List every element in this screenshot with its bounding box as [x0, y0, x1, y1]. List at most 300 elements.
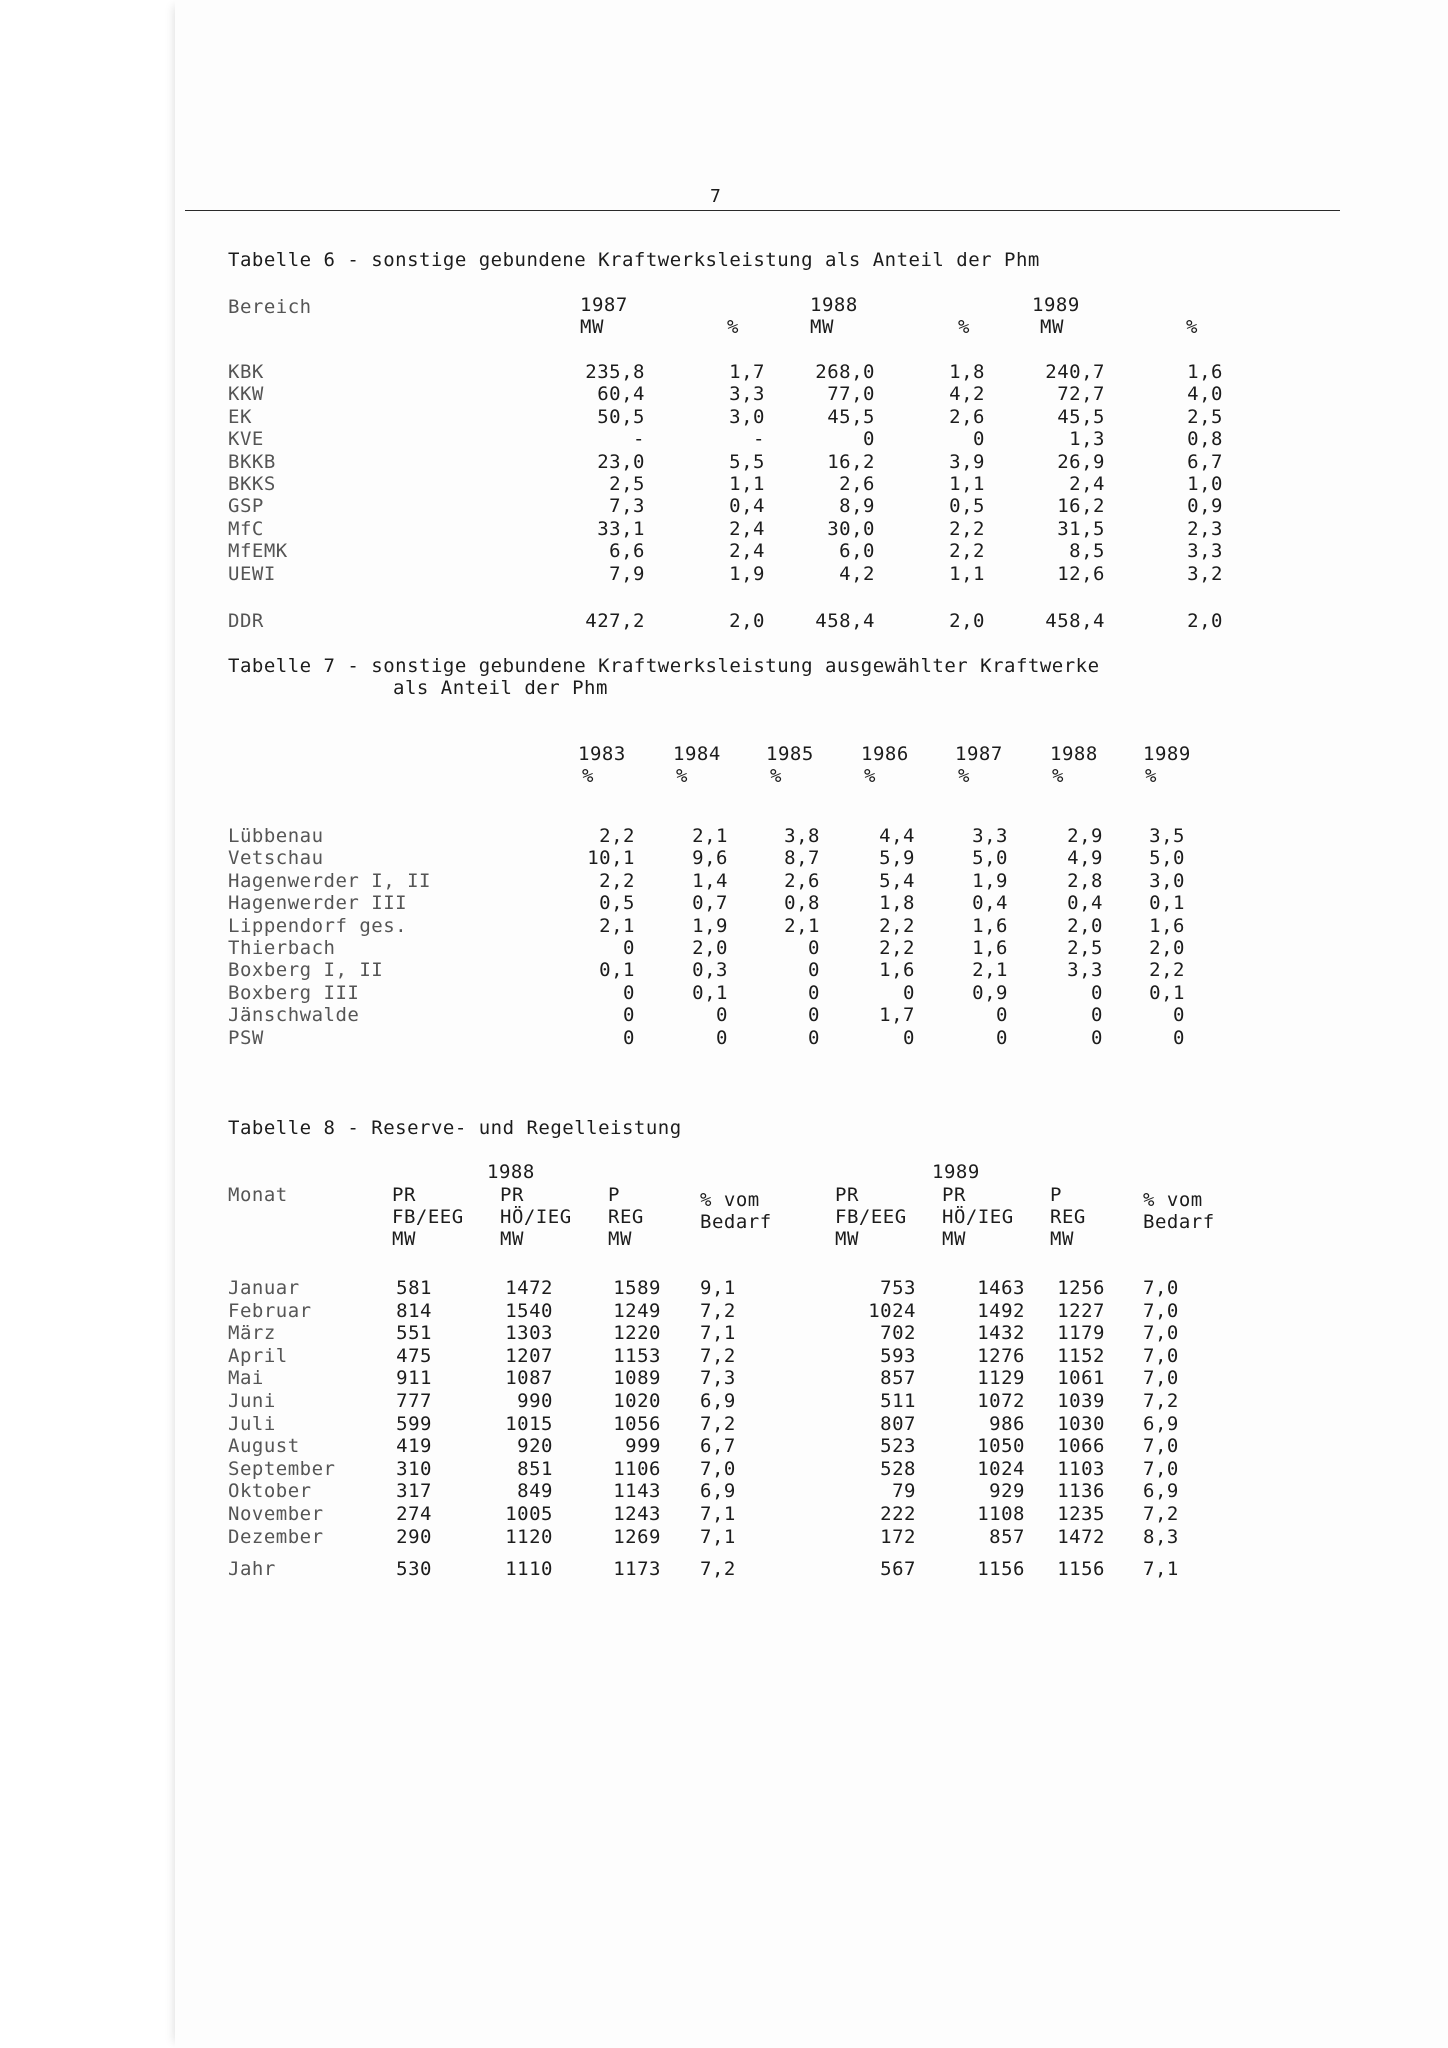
table7-row-label: Boxberg I, II — [228, 959, 384, 982]
table8-total-cell: 1173 — [613, 1558, 661, 1580]
table6-unit-mw-1987: MW — [580, 316, 604, 338]
table8-row-label: Dezember — [228, 1525, 324, 1548]
table6-row-label: UEWI — [228, 562, 276, 585]
table7-cell: 1,4 — [692, 869, 728, 892]
table8-row-cell: 929 — [989, 1480, 1025, 1503]
table8-row-cell: 807 — [880, 1412, 916, 1435]
table8-row-cell: 1024 — [977, 1457, 1025, 1480]
table7-year: 1984 — [673, 743, 721, 765]
table8-row-cell: 1152 — [1057, 1344, 1105, 1367]
table7-cell: 0 — [808, 1026, 820, 1049]
table7-year: 1989 — [1143, 743, 1191, 765]
table8-row-cell: 172 — [880, 1525, 916, 1548]
table7-row-label: PSW — [228, 1026, 264, 1049]
page-number: 7 — [710, 186, 721, 207]
table8-title: Tabelle 8 - Reserve- und Regelleistung — [228, 1117, 682, 1139]
table6-cell: 16,2 — [827, 450, 875, 473]
table8-row-cell: 7,0 — [700, 1457, 736, 1480]
table8-row-cell: 911 — [396, 1367, 432, 1390]
table7-cell: 0,4 — [1067, 892, 1103, 915]
table6-row-label: KBK — [228, 361, 264, 383]
table8-row-label: Mai — [228, 1367, 264, 1390]
table7-row-label: Boxberg III — [228, 981, 360, 1004]
table8-row-cell: 1235 — [1057, 1503, 1105, 1525]
table8-row-cell: 523 — [880, 1435, 916, 1458]
table8-row-cell: 1103 — [1057, 1457, 1105, 1480]
table8-row-cell: 581 — [396, 1277, 432, 1299]
table7-cell: 0,1 — [1149, 981, 1185, 1004]
table7-cell: 2,1 — [784, 914, 820, 937]
table8-row-cell: 317 — [396, 1480, 432, 1503]
table6-cell: 4,2 — [949, 383, 985, 406]
table8-row-cell: 1061 — [1057, 1367, 1105, 1390]
table8-col-pct-sub: Bedarf — [1143, 1211, 1215, 1233]
table6-cell: 7,3 — [609, 495, 645, 518]
table7-unit-pct: % — [770, 765, 782, 787]
table6-cell: 60,4 — [597, 383, 645, 406]
table6-cell: 235,8 — [585, 361, 645, 383]
table7-cell: 2,2 — [599, 869, 635, 892]
table8-row-cell: 7,0 — [1143, 1322, 1179, 1345]
table6-cell: 2,2 — [949, 517, 985, 540]
table8-row-cell: 1472 — [1057, 1525, 1105, 1548]
table6-cell: 1,8 — [949, 361, 985, 383]
table7-row-label: Thierbach — [228, 937, 336, 959]
table8-row-cell: 1050 — [977, 1435, 1025, 1458]
table7-cell: 0 — [808, 959, 820, 982]
table7-cell: 0,3 — [692, 959, 728, 982]
table6-cell: 2,5 — [609, 473, 645, 495]
table8-row-cell: 777 — [396, 1390, 432, 1412]
table6-cell: 6,0 — [839, 540, 875, 563]
table7-cell: 2,1 — [972, 959, 1008, 982]
table8-row-cell: 1276 — [977, 1344, 1025, 1367]
table8-row-cell: 419 — [396, 1435, 432, 1458]
table6-cell: 1,1 — [949, 473, 985, 495]
table8-total-cell: 7,2 — [700, 1558, 736, 1580]
table6-total-label: DDR — [228, 610, 264, 632]
table6-cell: 2,2 — [949, 540, 985, 563]
table6-cell: 3,3 — [729, 383, 765, 406]
table8-row-cell: 7,0 — [1143, 1435, 1179, 1458]
table8-row-cell: 986 — [989, 1412, 1025, 1435]
table6-cell: 30,0 — [827, 517, 875, 540]
table6-year-1987: 1987 — [580, 294, 628, 316]
header-rule — [185, 210, 1340, 211]
table8-row-cell: 7,0 — [1143, 1299, 1179, 1322]
table6-cell: 72,7 — [1057, 383, 1105, 406]
table8-row-cell: 528 — [880, 1457, 916, 1480]
table6-unit-pct-1989: % — [1186, 316, 1198, 338]
table6-total-cell: 427,2 — [585, 610, 645, 632]
table8-row-cell: 1020 — [613, 1390, 661, 1412]
table7-cell: 2,2 — [599, 825, 635, 847]
table7-cell: 1,7 — [879, 1004, 915, 1027]
table8-row-label: Januar — [228, 1277, 300, 1299]
table8-total-cell: 1156 — [1057, 1558, 1105, 1580]
table8-row-cell: 7,2 — [700, 1299, 736, 1322]
table6-cell: 0,4 — [729, 495, 765, 518]
table7-cell: 2,6 — [784, 869, 820, 892]
table6-cell: 7,9 — [609, 562, 645, 585]
table7-unit-pct: % — [958, 765, 970, 787]
table7-cell: 1,6 — [972, 914, 1008, 937]
table7-cell: 4,4 — [879, 825, 915, 847]
table8-row-cell: 7,2 — [1143, 1503, 1179, 1525]
table6-row-label: MfEMK — [228, 540, 288, 563]
table8-row-cell: 6,9 — [700, 1480, 736, 1503]
table7-cell: 0,1 — [1149, 892, 1185, 915]
table7-cell: 3,0 — [1149, 869, 1185, 892]
table8-row-cell: 1136 — [1057, 1480, 1105, 1503]
table8-row-cell: 7,3 — [700, 1367, 736, 1390]
table8-col-pr-fb-unit: MW — [392, 1228, 416, 1250]
table6-cell: 1,1 — [729, 473, 765, 495]
table8-row-cell: 7,0 — [1143, 1457, 1179, 1480]
table8-row-cell: 1243 — [613, 1503, 661, 1525]
table6-cell: 1,3 — [1069, 428, 1105, 451]
table6-cell: 6,6 — [609, 540, 645, 563]
table8-total-label: Jahr — [228, 1558, 276, 1580]
table6-cell: 50,5 — [597, 405, 645, 428]
table6-total-cell: 458,4 — [815, 610, 875, 632]
table6-cell: 2,6 — [839, 473, 875, 495]
table6-cell: 77,0 — [827, 383, 875, 406]
table7-cell: 2,8 — [1067, 869, 1103, 892]
table8-row-cell: 1227 — [1057, 1299, 1105, 1322]
table7-cell: 1,6 — [972, 937, 1008, 959]
table7-cell: 2,2 — [879, 914, 915, 937]
table8-col-pr-fb: PR — [835, 1184, 859, 1206]
table7-cell: 0 — [716, 1004, 728, 1027]
table7-cell: 0 — [623, 1004, 635, 1027]
table8-col-pct: % vom — [1143, 1189, 1203, 1211]
table8-row-cell: 1005 — [505, 1503, 553, 1525]
table8-row-header: Monat — [228, 1184, 288, 1206]
table7-unit-pct: % — [582, 765, 594, 787]
table7-cell: 0 — [808, 1004, 820, 1027]
table8-col-pr-ho-sub: HÖ/IEG — [942, 1206, 1014, 1228]
table8-row-cell: 1143 — [613, 1480, 661, 1503]
table7-cell: 2,5 — [1067, 937, 1103, 959]
table6-cell: 1,9 — [729, 562, 765, 585]
table8-col-p-reg: P — [1050, 1184, 1062, 1206]
table6-cell: 1,0 — [1187, 473, 1223, 495]
table8-row-cell: 1089 — [613, 1367, 661, 1390]
table8-row-cell: 1472 — [505, 1277, 553, 1299]
table6-cell: 2,5 — [1187, 405, 1223, 428]
table8-row-cell: 7,1 — [700, 1503, 736, 1525]
table8-row-cell: 551 — [396, 1322, 432, 1345]
table6-cell: 45,5 — [1057, 405, 1105, 428]
table8-row-label: Oktober — [228, 1480, 312, 1503]
table8-row-cell: 857 — [880, 1367, 916, 1390]
table8-row-cell: 1256 — [1057, 1277, 1105, 1299]
table7-cell: 9,6 — [692, 847, 728, 870]
table7-cell: 1,8 — [879, 892, 915, 915]
table8-row-cell: 7,0 — [1143, 1367, 1179, 1390]
table6-year-1989: 1989 — [1032, 294, 1080, 316]
table7-row-label: Jänschwalde — [228, 1004, 360, 1027]
table6-cell: 2,3 — [1187, 517, 1223, 540]
table6-year-1988: 1988 — [810, 294, 858, 316]
table6-row-header: Bereich — [228, 296, 312, 318]
table8-row-cell: 1432 — [977, 1322, 1025, 1345]
table8-total-cell: 7,1 — [1143, 1558, 1179, 1580]
table7-title-line1: Tabelle 7 - sonstige gebundene Kraftwerksleistung ausgewählter Kraftwerke — [228, 655, 1100, 677]
table8-row-cell: 990 — [517, 1390, 553, 1412]
table6-cell: 3,0 — [729, 405, 765, 428]
table7-cell: 0,7 — [692, 892, 728, 915]
table7-year: 1983 — [578, 743, 626, 765]
table6-row-label: KVE — [228, 428, 264, 451]
table6-row-label: BKKS — [228, 473, 276, 495]
table7-cell: 2,9 — [1067, 825, 1103, 847]
table6-total-cell: 458,4 — [1045, 610, 1105, 632]
table7-cell: 0 — [1091, 1026, 1103, 1049]
table8-row-cell: 6,7 — [700, 1435, 736, 1458]
table6-cell: 1,7 — [729, 361, 765, 383]
table6-cell: 1,6 — [1187, 361, 1223, 383]
table6-cell: 240,7 — [1045, 361, 1105, 383]
table8-row-cell: 7,0 — [1143, 1344, 1179, 1367]
table8-row-cell: 849 — [517, 1480, 553, 1503]
table8-row-cell: 1463 — [977, 1277, 1025, 1299]
table6-cell: 8,5 — [1069, 540, 1105, 563]
table8-row-cell: 6,9 — [700, 1390, 736, 1412]
table8-row-cell: 7,1 — [700, 1525, 736, 1548]
table6-cell: 0 — [863, 428, 875, 451]
table8-row-cell: 814 — [396, 1299, 432, 1322]
table8-row-cell: 310 — [396, 1457, 432, 1480]
table6-cell: 6,7 — [1187, 450, 1223, 473]
table8-row-cell: 274 — [396, 1503, 432, 1525]
table6-total-cell: 2,0 — [729, 610, 765, 632]
table7-cell: 0 — [996, 1026, 1008, 1049]
table8-total-cell: 1156 — [977, 1558, 1025, 1580]
table7-title-line2: als Anteil der Phm — [393, 677, 608, 699]
table8-col-pr-fb: PR — [392, 1184, 416, 1206]
table6-row-label: BKKB — [228, 450, 276, 473]
table7-row-label: Hagenwerder I, II — [228, 869, 431, 892]
table6-unit-mw-1989: MW — [1040, 316, 1064, 338]
table7-cell: 2,1 — [692, 825, 728, 847]
table8-row-cell: 753 — [880, 1277, 916, 1299]
table8-col-pr-fb-sub: FB/EEG — [835, 1206, 907, 1228]
table7-cell: 1,9 — [692, 914, 728, 937]
table8-row-cell: 1207 — [505, 1344, 553, 1367]
table6-cell: 1,1 — [949, 562, 985, 585]
table8-row-label: März — [228, 1322, 276, 1345]
table6-cell: 2,6 — [949, 405, 985, 428]
table6-cell: 16,2 — [1057, 495, 1105, 518]
table8-col-pct: % vom — [700, 1189, 760, 1211]
table6-total-cell: 2,0 — [949, 610, 985, 632]
table7-cell: 1,6 — [1149, 914, 1185, 937]
table6-cell: 31,5 — [1057, 517, 1105, 540]
table6-cell: 4,0 — [1187, 383, 1223, 406]
table6-cell: 12,6 — [1057, 562, 1105, 585]
table7-cell: 2,0 — [1149, 937, 1185, 959]
table6-unit-mw-1988: MW — [810, 316, 834, 338]
table8-col-pr-ho-unit: MW — [500, 1228, 524, 1250]
table8-row-cell: 7,2 — [1143, 1390, 1179, 1412]
table8-row-label: April — [228, 1344, 288, 1367]
table6-title: Tabelle 6 - sonstige gebundene Kraftwerksleistung als Anteil der Phm — [228, 249, 1040, 271]
table7-cell: 0 — [903, 981, 915, 1004]
table6-cell: 3,9 — [949, 450, 985, 473]
table7-row-label: Vetschau — [228, 847, 324, 870]
table6-cell: 2,4 — [1069, 473, 1105, 495]
table8-row-cell: 7,0 — [1143, 1277, 1179, 1299]
table6-total-cell: 2,0 — [1187, 610, 1223, 632]
table7-unit-pct: % — [676, 765, 688, 787]
table7-cell: 4,9 — [1067, 847, 1103, 870]
table7-cell: 3,5 — [1149, 825, 1185, 847]
table7-unit-pct: % — [864, 765, 876, 787]
table8-col-p-reg-unit: MW — [608, 1228, 632, 1250]
table8-row-label: August — [228, 1435, 300, 1458]
table6-cell: 3,3 — [1187, 540, 1223, 563]
table7-cell: 5,9 — [879, 847, 915, 870]
table7-cell: 0 — [808, 937, 820, 959]
table8-row-cell: 1220 — [613, 1322, 661, 1345]
table7-cell: 0 — [623, 1026, 635, 1049]
table7-row-label: Lübbenau — [228, 825, 324, 847]
table8-row-cell: 851 — [517, 1457, 553, 1480]
table7-cell: 0 — [1091, 981, 1103, 1004]
table7-cell: 2,0 — [692, 937, 728, 959]
table8-row-cell: 7,2 — [700, 1412, 736, 1435]
table8-row-cell: 1269 — [613, 1525, 661, 1548]
table7-cell: 0,1 — [599, 959, 635, 982]
table8-total-cell: 1110 — [505, 1558, 553, 1580]
table6-unit-pct-1987: % — [727, 316, 739, 338]
table8-total-cell: 567 — [880, 1558, 916, 1580]
table8-row-cell: 1066 — [1057, 1435, 1105, 1458]
table7-cell: 0,1 — [692, 981, 728, 1004]
table8-col-pr-ho: PR — [500, 1184, 524, 1206]
table8-row-cell: 9,1 — [700, 1277, 736, 1299]
table8-col-p-reg-unit: MW — [1050, 1228, 1074, 1250]
table6-cell: 0,9 — [1187, 495, 1223, 518]
table8-row-cell: 1120 — [505, 1525, 553, 1548]
table8-row-label: Februar — [228, 1299, 312, 1322]
table8-row-cell: 920 — [517, 1435, 553, 1458]
table7-cell: 0,5 — [599, 892, 635, 915]
table7-year: 1988 — [1050, 743, 1098, 765]
table8-row-cell: 857 — [989, 1525, 1025, 1548]
table7-year: 1987 — [955, 743, 1003, 765]
table8-row-label: Juni — [228, 1390, 276, 1412]
table8-row-cell: 511 — [880, 1390, 916, 1412]
table8-row-cell: 8,3 — [1143, 1525, 1179, 1548]
table6-cell: 4,2 — [839, 562, 875, 585]
table7-cell: 3,3 — [972, 825, 1008, 847]
table8-row-cell: 1056 — [613, 1412, 661, 1435]
table7-cell: 5,4 — [879, 869, 915, 892]
table6-row-label: EK — [228, 405, 252, 428]
table7-cell: 0 — [1091, 1004, 1103, 1027]
table6-cell: - — [633, 428, 645, 451]
table7-cell: 0 — [623, 981, 635, 1004]
table8-row-cell: 1179 — [1057, 1322, 1105, 1345]
table7-year: 1986 — [861, 743, 909, 765]
table8-row-cell: 702 — [880, 1322, 916, 1345]
table7-year: 1985 — [766, 743, 814, 765]
table8-row-cell: 1153 — [613, 1344, 661, 1367]
table7-row-label: Lippendorf ges. — [228, 914, 408, 937]
table8-row-label: September — [228, 1457, 336, 1480]
table7-cell: 0 — [1173, 1004, 1185, 1027]
table7-row-label: Hagenwerder III — [228, 892, 408, 915]
table8-row-cell: 599 — [396, 1412, 432, 1435]
table7-cell: 2,0 — [1067, 914, 1103, 937]
table7-cell: 0 — [716, 1026, 728, 1049]
table8-row-label: November — [228, 1503, 324, 1525]
table7-cell: 1,6 — [879, 959, 915, 982]
table6-cell: 2,4 — [729, 517, 765, 540]
table7-cell: 0 — [1173, 1026, 1185, 1049]
table8-col-p-reg-sub: REG — [1050, 1206, 1086, 1228]
table6-cell: 5,5 — [729, 450, 765, 473]
table7-cell: 1,9 — [972, 869, 1008, 892]
table8-row-cell: 1072 — [977, 1390, 1025, 1412]
table8-row-cell: 1303 — [505, 1322, 553, 1345]
table8-year-1988: 1988 — [487, 1161, 535, 1183]
table8-row-cell: 1087 — [505, 1367, 553, 1390]
table8-row-label: Juli — [228, 1412, 276, 1435]
table6-cell: 23,0 — [597, 450, 645, 473]
table6-unit-pct-1988: % — [958, 316, 970, 338]
table7-cell: 3,8 — [784, 825, 820, 847]
table7-cell: 0,8 — [784, 892, 820, 915]
table7-cell: 8,7 — [784, 847, 820, 870]
table7-cell: 2,1 — [599, 914, 635, 937]
table7-cell: 2,2 — [879, 937, 915, 959]
table7-cell: 0 — [808, 981, 820, 1004]
table7-cell: 3,3 — [1067, 959, 1103, 982]
table8-col-pr-fb-sub: FB/EEG — [392, 1206, 464, 1228]
table8-row-cell: 475 — [396, 1344, 432, 1367]
table8-col-pr-ho: PR — [942, 1184, 966, 1206]
table8-row-cell: 1030 — [1057, 1412, 1105, 1435]
table8-row-cell: 1024 — [868, 1299, 916, 1322]
table6-cell: 0 — [973, 428, 985, 451]
table6-cell: 26,9 — [1057, 450, 1105, 473]
table8-row-cell: 6,9 — [1143, 1480, 1179, 1503]
table7-cell: 0,9 — [972, 981, 1008, 1004]
table7-cell: 0 — [903, 1026, 915, 1049]
table8-row-cell: 290 — [396, 1525, 432, 1548]
table8-row-cell: 1589 — [613, 1277, 661, 1299]
table7-cell: 5,0 — [972, 847, 1008, 870]
table8-row-cell: 1015 — [505, 1412, 553, 1435]
table8-row-cell: 1039 — [1057, 1390, 1105, 1412]
table8-row-cell: 1106 — [613, 1457, 661, 1480]
table8-row-cell: 1492 — [977, 1299, 1025, 1322]
table6-cell: - — [753, 428, 765, 451]
table8-col-pr-ho-unit: MW — [942, 1228, 966, 1250]
table7-cell: 10,1 — [587, 847, 635, 870]
table7-unit-pct: % — [1145, 765, 1157, 787]
table8-col-p-reg: P — [608, 1184, 620, 1206]
table6-cell: 0,8 — [1187, 428, 1223, 451]
table8-row-cell: 1540 — [505, 1299, 553, 1322]
table8-row-cell: 7,1 — [700, 1322, 736, 1345]
table8-col-pr-fb-unit: MW — [835, 1228, 859, 1250]
table6-cell: 0,5 — [949, 495, 985, 518]
